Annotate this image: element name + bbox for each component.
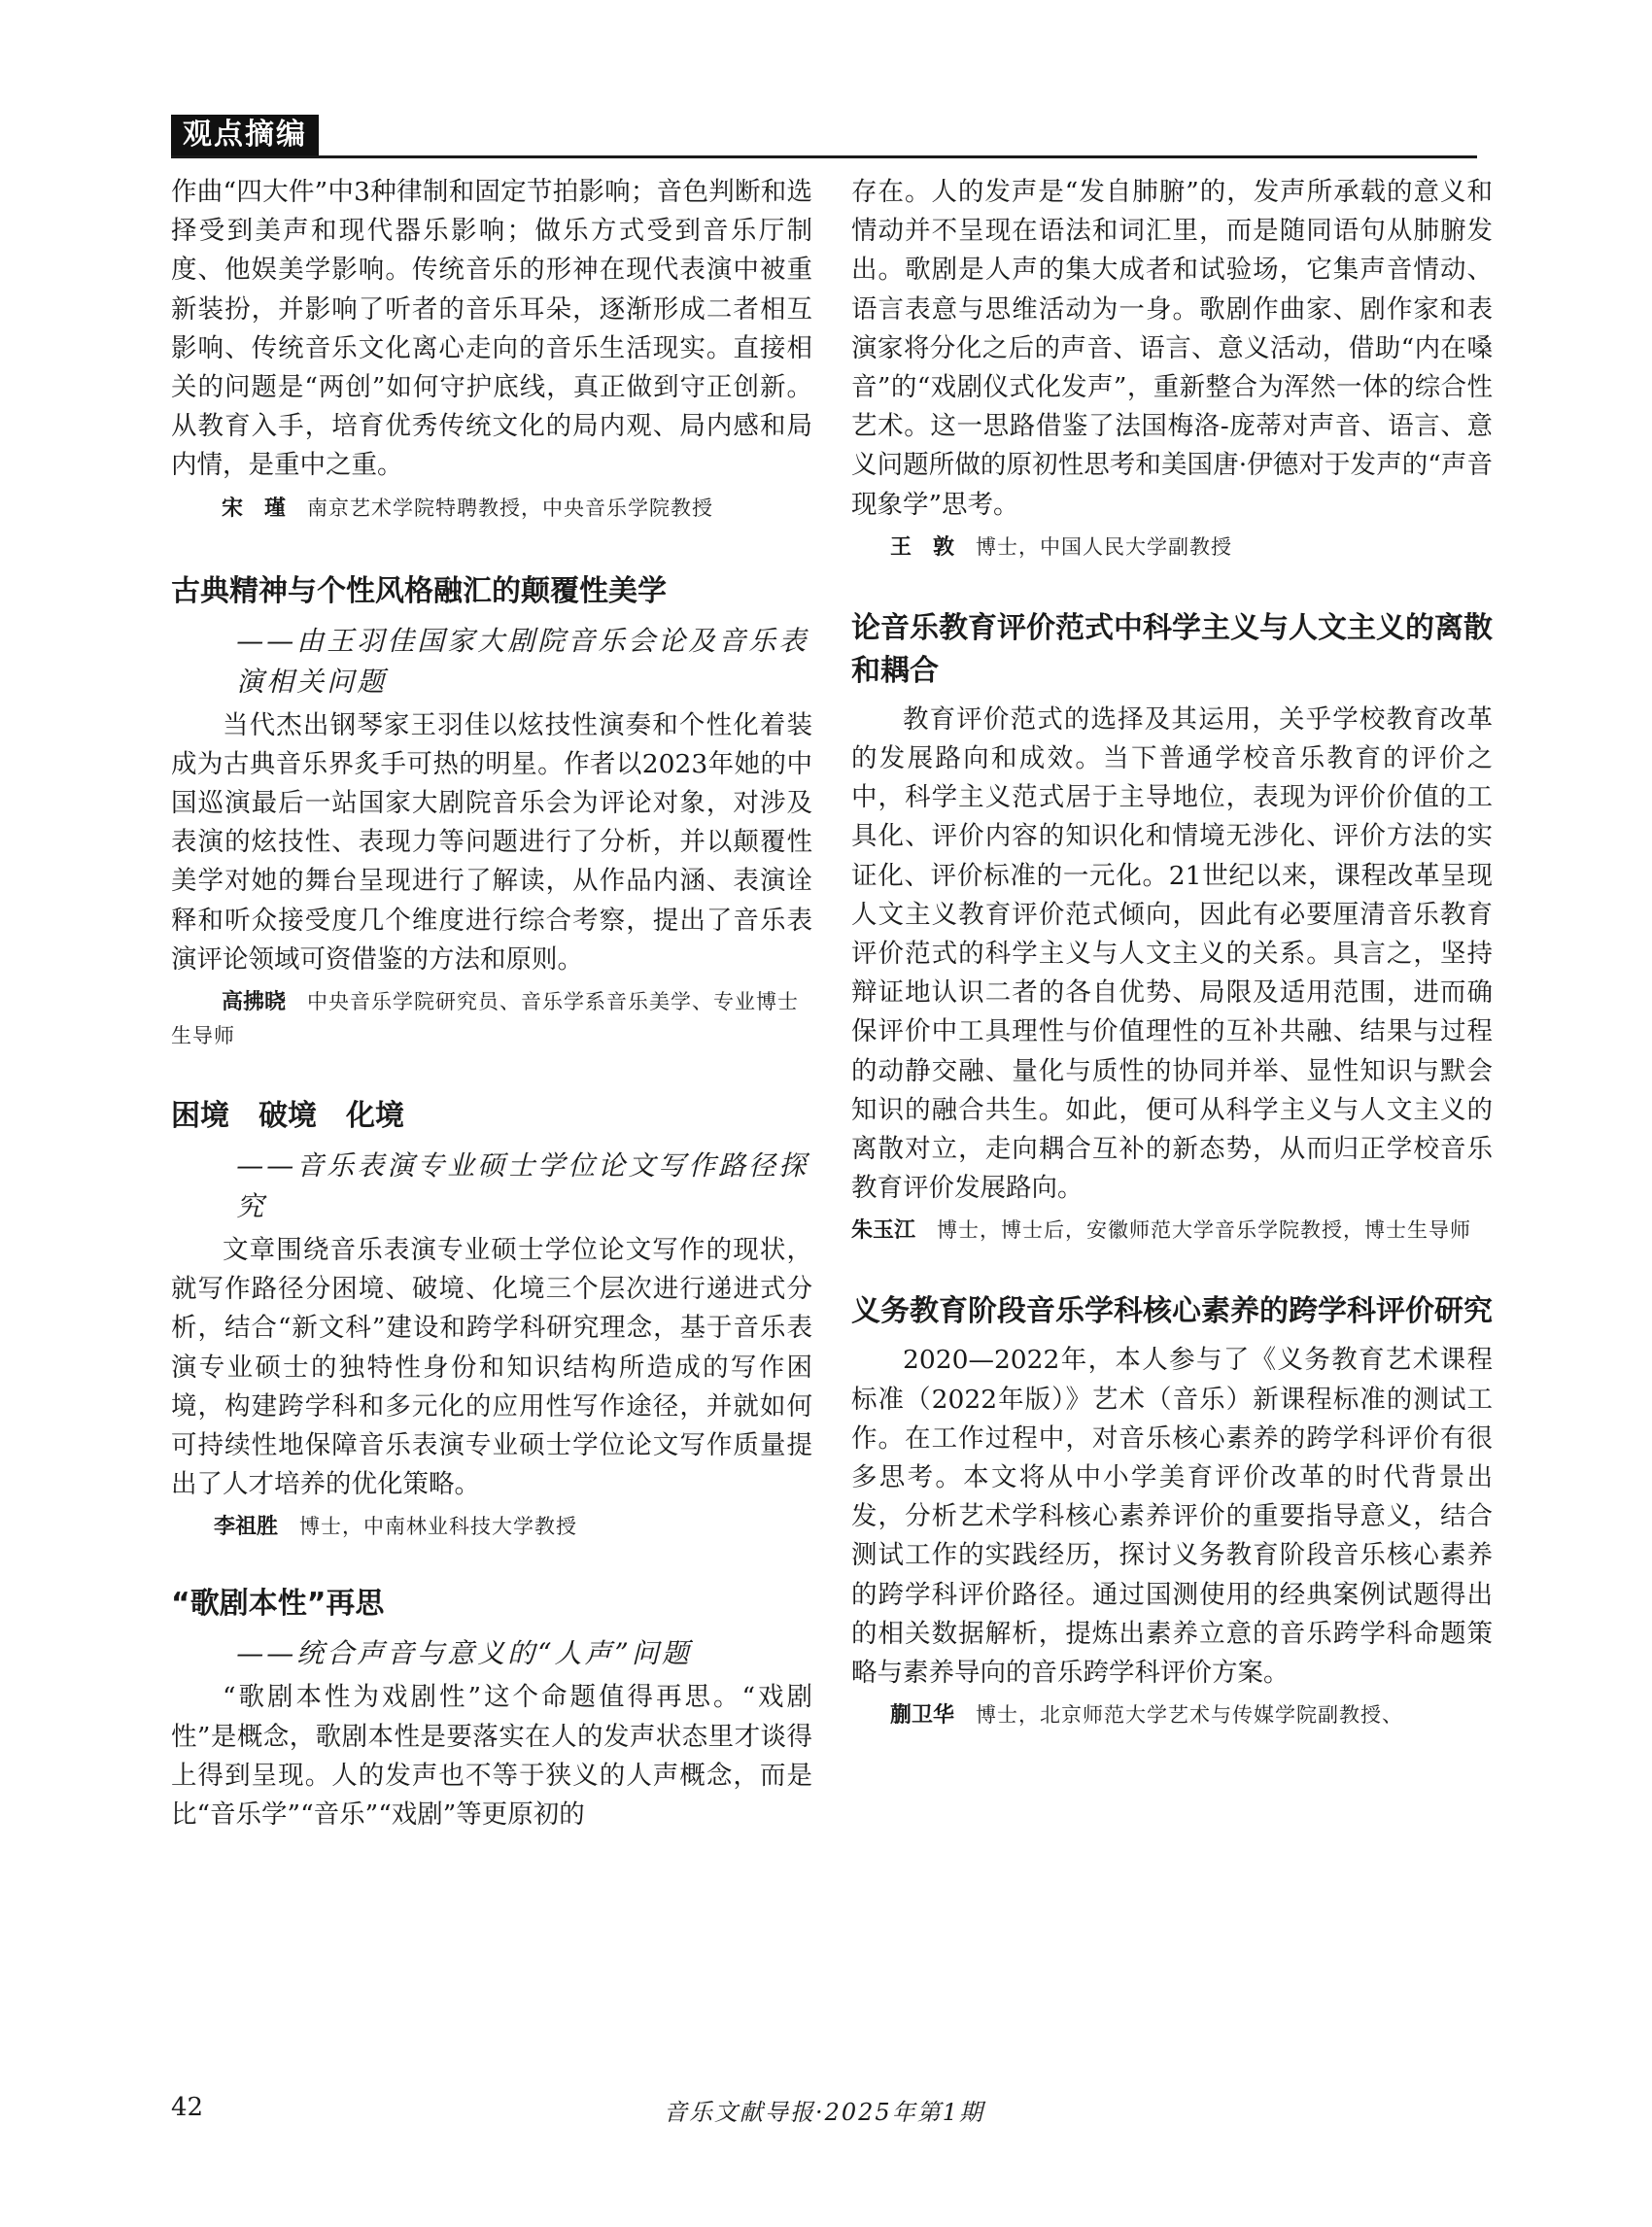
author-affiliation: 中央音乐学院研究员、音乐学系音乐美学、专业博士生导师 (171, 990, 800, 1048)
author-name: 高拂晓 (222, 990, 287, 1015)
right-column (851, 173, 1493, 1732)
article-abstract: “歌剧本性为戏剧性”这个命题值得再思。“戏剧性”是概念，歌剧本性是要落实在人的发声状态里才谈得上得到呈现。人的发声也不等于狭义的人声概念，而是比“音乐学”“音乐”“戏剧”等更原初的 (171, 1682, 812, 1831)
article-abstract: 教育评价范式的选择及其运用，关乎学校教育改革的发展路向和成效。当下普通学校音乐教育的评价之中，科学主义范式居于主导地位，表现为评价价值的工具化、评价内容的知识化和情境无涉化、评价方法的实证化、评价标准的一元化。21世纪以来，课程改革呈现人文主义教育评价范式倾向，因此有必要厘清音乐教育评价范式的科学主义与人文主义的关系。具言之，坚持辩证地认识二者的各自优势、局限及适用范围，进而确保评价中工具理性与价值理性的互补共融、结果与过程的动静交融、量化与质性的协同并举、显性知识与默会知识的融合共生。如此，便可从科学主义与人文主义的离散对立，走向耦合互补的新态势，从而归正学校音乐教育评价发展路向。 (851, 703, 1493, 1204)
article-subtitle: ——由王羽佳国家大剧院音乐会论及音乐表演相关问题 (236, 624, 809, 698)
article-abstract: 文章围绕音乐表演专业硕士学位论文写作的现状，就写作路径分困境、破境、化境三个层次进行递进式分析，结合“新文科”建设和跨学科研究理念，基于音乐表演专业硕士的独特性身份和知识结构所造成的写作困境，构建跨学科和多元化的应用性写作途径，并就如何可持续性地保障音乐表演专业硕士学位论文写作质量提出了人才培养的优化策略。 (171, 1235, 812, 1500)
article-subtitle: ——音乐表演专业硕士学位论文写作路径探究 (236, 1149, 809, 1223)
left-column (171, 173, 812, 1834)
author-affiliation: 南京艺术学院特聘教授，中央音乐学院教授 (307, 496, 714, 520)
article-title: 古典精神与个性风格融汇的颠覆性美学 (171, 573, 667, 608)
author-affiliation: 博士，博士后，安徽师范大学音乐学院教授，博士生导师 (937, 1218, 1472, 1243)
author-name: 王 敦 (890, 534, 955, 560)
article-byline (851, 531, 1493, 565)
author-name: 李祖胜 (214, 1515, 279, 1540)
author-affiliation: 博士，中南林业科技大学教授 (299, 1515, 578, 1539)
article-abstract: 2020—2022年，本人参与了《义务教育艺术课程标准（2022年版）》艺术（音乐）新课程标准的测试工作。在工作过程中，对音乐核心素养的跨学科评价有很多思考。本文将从中小学美育评价改革的时代背景出发，分析艺术学科核心素养评价的重要指导意义，结合测试工作的实践经历，探讨义务教育阶段音乐核心素养的跨学科评价路径。通过国测使用的经典案例试题得出的相关数据解析，提炼出素养立意的音乐跨学科命题策略与素养导向的音乐跨学科评价方案。 (851, 1345, 1493, 1689)
article-title: 论音乐教育评价范式中科学主义与人文主义的离散和耦合 (851, 610, 1493, 688)
intro-byline (171, 492, 812, 526)
section-header (171, 115, 1477, 158)
article-title: 义务教育阶段音乐学科核心素养的跨学科评价研究 (851, 1294, 1493, 1329)
article-abstract-continued: 存在。人的发声是“发自肺腑”的，发声所承载的意义和情动并不呈现在语法和词汇里，而是随同语句从肺腑发出。歌剧是人声的集大成者和试验场，它集声音情动、语言表意与思维活动为一身。歌剧作曲家、剧作家和表演家将分化之后的声音、语言、意义活动，借助“内在嗓音”的“戏剧仪式化发声”，重新整合为浑然一体的综合性艺术。这一思路借鉴了法国梅洛-庞蒂对声音、语言、意义问题所做的原初性思考和美国唐·伊德对于发声的“声音现象学”思考。 (851, 177, 1493, 520)
section-tag: 观点摘编 (171, 115, 319, 155)
article-byline (851, 1214, 1493, 1248)
intro-paragraph: 作曲“四大件”中3种律制和固定节拍影响；音色判断和选择受到美声和现代器乐影响；做乐方式受到音乐厅制度、他娱美学影响。传统音乐的形神在现代表演中被重新装扮，并影响了听者的音乐耳朵，逐渐形成二者相互影响、传统音乐文化离心走向的音乐生活现实。直接相关的问题是“两创”如何守护底线，真正做到守正创新。从教育入手，培育优秀传统文化的局内观、局内感和局内情，是重中之重。 (171, 177, 812, 481)
author-name: 蒯卫华 (890, 1703, 955, 1729)
article-subtitle: ——统合声音与意义的“人声”问题 (236, 1637, 692, 1670)
author-name: 朱玉江 (851, 1218, 916, 1244)
page-footer (171, 2093, 1477, 2132)
journal-issue: 音乐文献导报·2025年第1期 (664, 2099, 984, 2126)
article-title: “歌剧本性”再思 (171, 1587, 385, 1622)
article-byline (851, 1698, 1493, 1732)
author-affiliation: 博士，北京师范大学艺术与传媒学院副教授、 (976, 1703, 1404, 1728)
author-affiliation: 博士，中国人民大学副教授 (976, 534, 1233, 559)
article-abstract: 当代杰出钢琴家王羽佳以炫技性演奏和个性化着装成为古典音乐界炙手可热的明星。作者以2023年她的中国巡演最后一站国家大剧院音乐会为评论对象，对涉及表演的炫技性、表现力等问题进行了分析，并以颠覆性美学对她的舞台呈现进行了解读，从作品内涵、表演诠释和听众接受度几个维度进行综合考察，提出了音乐表演评论领域可资借鉴的方法和原则。 (171, 709, 812, 975)
article-title: 困境 破境 化境 (171, 1099, 404, 1134)
page-number: 42 (171, 2093, 204, 2122)
article-byline (171, 1510, 812, 1544)
article-byline (171, 985, 812, 1052)
author-name: 宋 瑾 (222, 496, 287, 521)
